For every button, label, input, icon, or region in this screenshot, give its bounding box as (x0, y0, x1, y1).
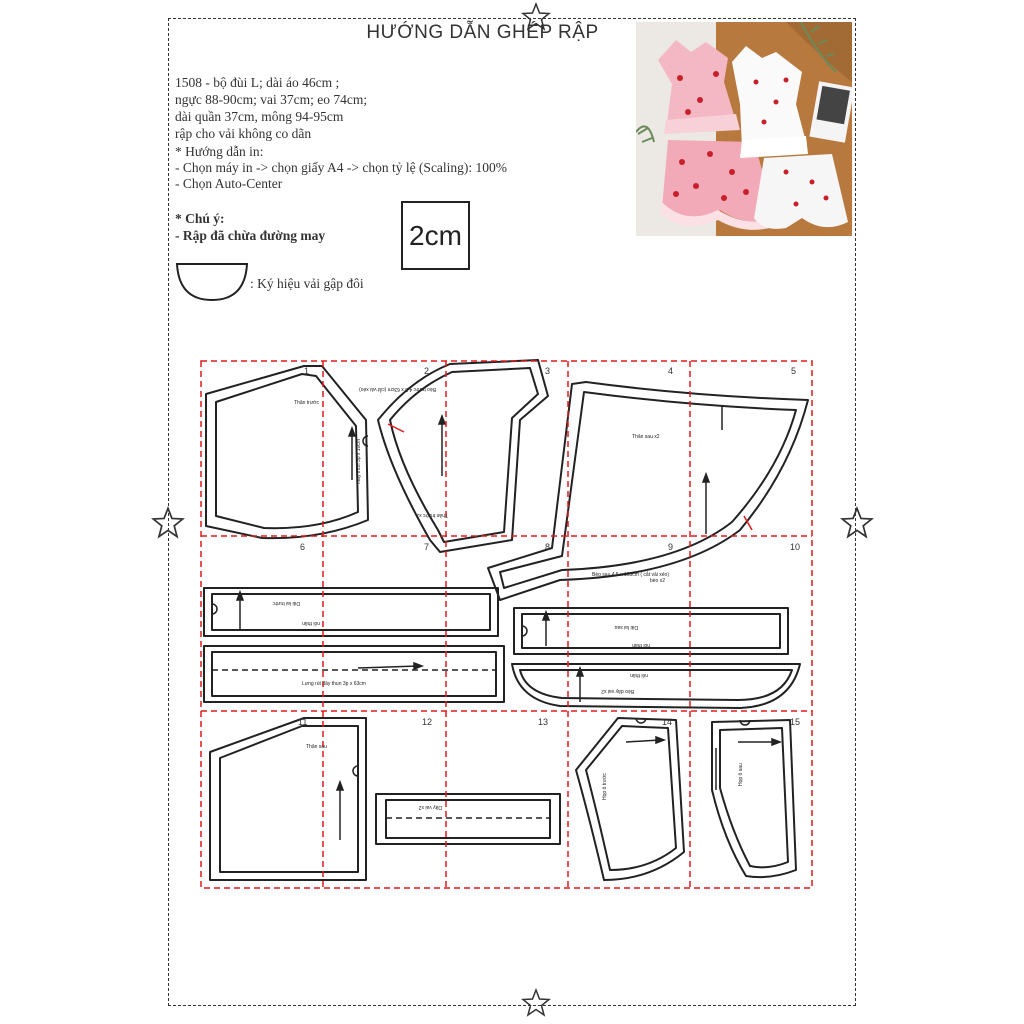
grid-number: 15 (790, 717, 801, 727)
grid-number: 10 (790, 542, 801, 552)
piece-label: Lưng rút dây thun 3p x 63cm (302, 681, 366, 687)
piece-label: Họp ô trước (602, 773, 608, 800)
fold-symbol-label: : Ký hiệu vải gập đôi (250, 276, 364, 291)
piece-label: nối thân (630, 672, 648, 678)
print-guide-line: - Chọn máy in -> chọn giấy A4 -> chọn tỷ lệ (Scaling): 100% (175, 160, 508, 175)
piece-label: Thân sau (306, 744, 327, 750)
pattern-piece-strap-frill (512, 664, 800, 708)
size-info-line: dài quần 37cm, mông 94-95cm (175, 109, 344, 124)
piece-label: may thun 3p x 10cm (356, 438, 362, 484)
pattern-piece-back-crotch (712, 720, 796, 877)
print-guide-line: - Chọn Auto-Center (175, 176, 283, 191)
grid-number: 1 (304, 366, 310, 376)
piece-label: Thân sau x2 (632, 434, 660, 440)
print-guide-line: * Hướng dẫn in: (175, 144, 264, 159)
pattern-piece-back-x2 (488, 382, 808, 600)
scale-reference-box: 2cm (401, 201, 470, 270)
piece-label: Dải lai trước (272, 600, 300, 606)
grid-number: 8 (545, 542, 551, 552)
pattern-piece-front-hem-band (204, 588, 498, 636)
piece-label: Họp ô sau (738, 763, 744, 786)
grid-number: 3 (545, 366, 551, 376)
grid-number: 7 (424, 542, 430, 552)
pattern-piece-front-bodice (206, 366, 368, 538)
piece-label: Dải lai sau (614, 624, 638, 630)
note-heading: * Chú ý: (175, 211, 225, 226)
grid-number: 6 (300, 542, 306, 552)
grid-number: 13 (538, 717, 549, 727)
grid-number: 2 (424, 366, 430, 376)
piece-label: bèo x2 (650, 578, 666, 584)
piece-label: Thân trước x2 (416, 512, 448, 518)
pattern-piece-back-hem-band (514, 608, 788, 654)
grid-number: 14 (662, 717, 673, 727)
size-info-line: rập cho vải không co dãn (175, 126, 312, 141)
piece-label: Bèo sau 4,5 x 103cm ( cắt vải xéo) (592, 572, 669, 578)
tiling-grid (201, 361, 812, 888)
piece-label: nối thân (632, 642, 650, 648)
note-text: - Rập đã chừa đường may (175, 228, 326, 243)
grid-number: 4 (668, 366, 674, 376)
pattern-piece-waistband (204, 646, 504, 702)
pattern-piece-shoulder-strap (376, 794, 560, 844)
piece-label: Dây vai x2 (418, 804, 442, 810)
grid-number: 12 (422, 717, 433, 727)
grid-number: 9 (668, 542, 674, 552)
piece-label: Bèo trước 4,5 x 63cm (cắt vải xéo) (359, 386, 436, 392)
size-info-line: ngực 88-90cm; vai 37cm; eo 74cm; (175, 92, 368, 107)
size-info-line: 1508 - bộ đùi L; dài áo 46cm ; (175, 75, 340, 90)
piece-label: Thân trước (294, 400, 319, 406)
grid-number: 5 (791, 366, 797, 376)
piece-label: nối thân (302, 620, 320, 626)
grid-number: 11 (298, 717, 308, 727)
pattern-piece-back-bodice (210, 718, 366, 880)
piece-label: Bèo dây vai x2 (601, 688, 634, 694)
page-title: HƯỚNG DẪN GHÉP RẬP (366, 22, 599, 43)
